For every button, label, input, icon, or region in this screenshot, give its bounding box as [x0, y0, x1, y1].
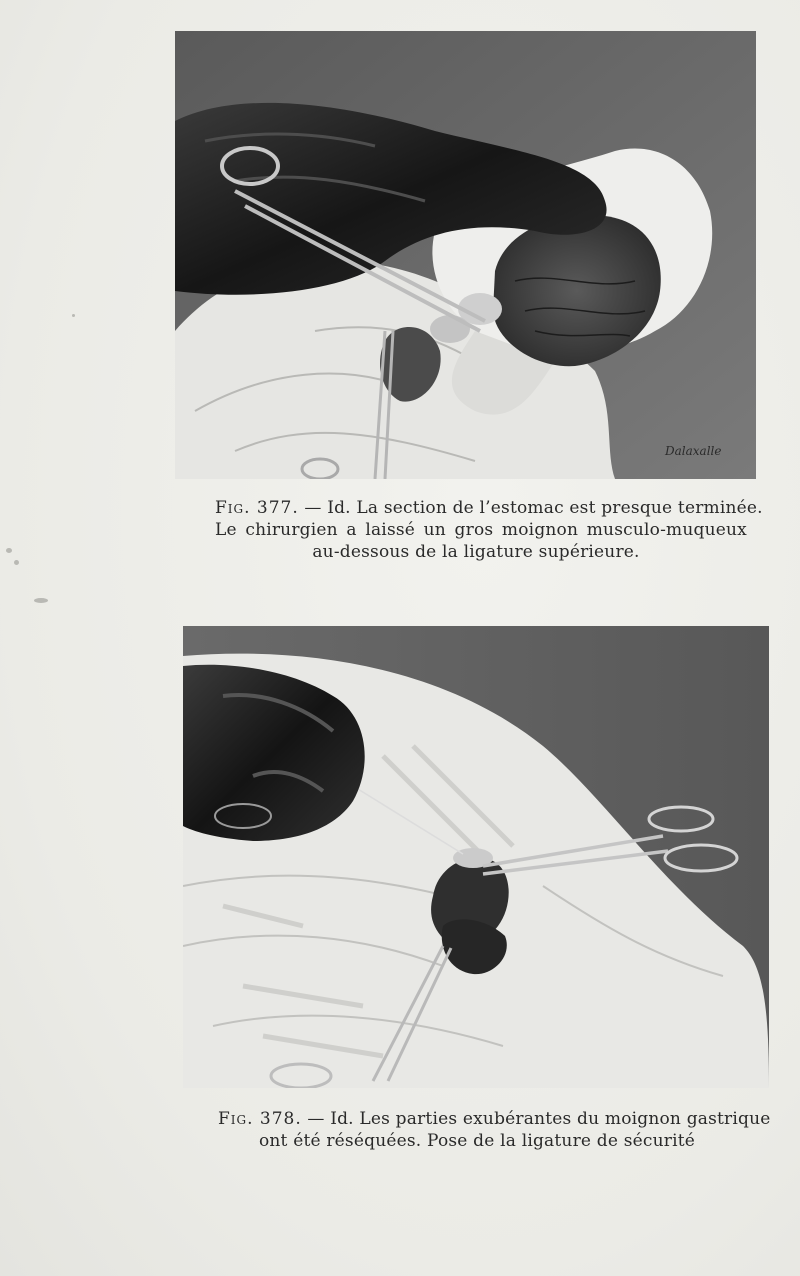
paper-speck: [6, 548, 12, 553]
artist-signature: Dalaxalle: [665, 444, 722, 458]
caption-line: Le chirurgien a laissé un gros moignon musculo-muqueux: [215, 520, 747, 540]
paper-speck: [14, 560, 19, 565]
figure-label: Fig. 378.: [218, 1109, 302, 1129]
paper-speck: [34, 598, 48, 603]
paper-speck: [72, 314, 75, 317]
caption-line: au-dessous de la ligature supérieure.: [312, 542, 640, 562]
mucosa-stump: [430, 315, 470, 343]
figure-377-caption: [215, 497, 763, 563]
figure-377-drawing: [175, 31, 756, 479]
caption-line: [218, 1108, 771, 1130]
figure-378-illustration: [183, 626, 769, 1088]
figure-label: Fig. 377.: [215, 498, 299, 518]
figure-378-caption: [218, 1108, 771, 1152]
caption-line: [215, 497, 763, 519]
caption-text: — Id. Les parties exubérantes du moignon gastrique: [301, 1109, 771, 1129]
caption-text: — Id. La section de l’estomac est presque terminée.: [298, 498, 763, 518]
figure-378-drawing: [183, 626, 769, 1088]
figure-377-illustration: [175, 31, 756, 479]
caption-line: ont été réséquées. Pose de la ligature de sécurité: [258, 1131, 696, 1151]
